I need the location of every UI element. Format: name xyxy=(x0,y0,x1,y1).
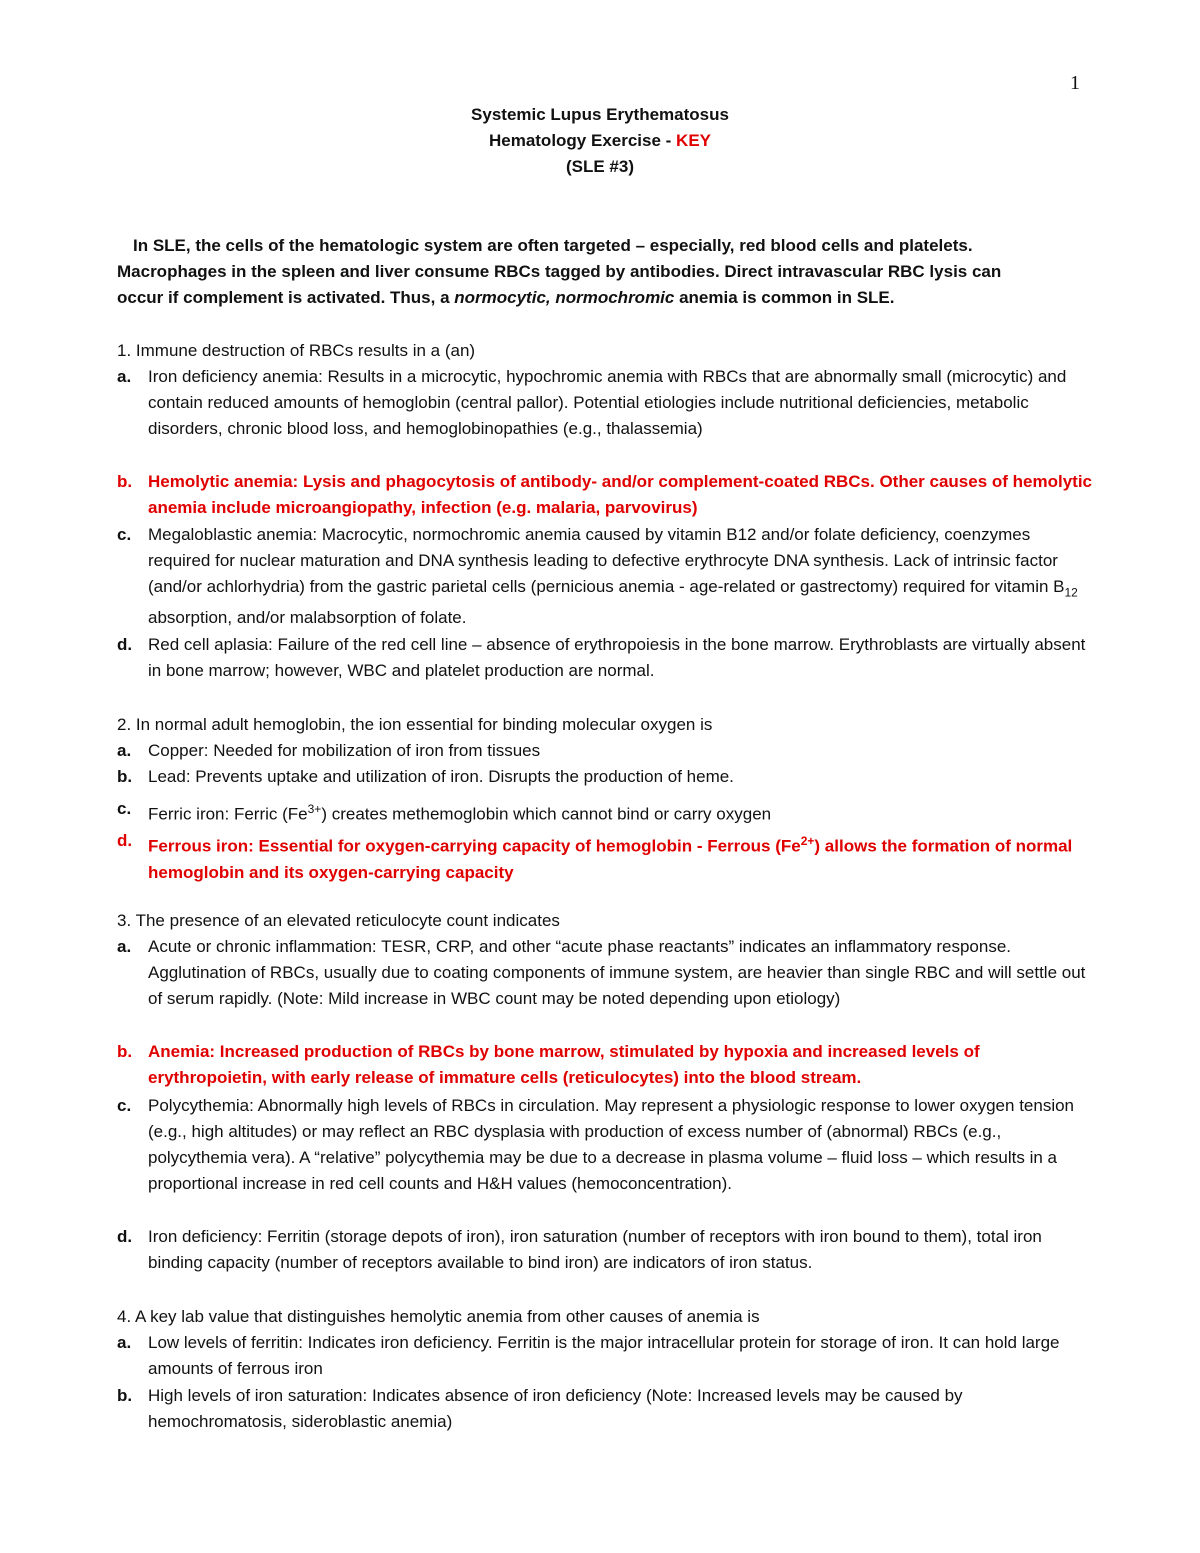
question-2-stem: 2. In normal adult hemoglobin, the ion essential for binding molecular oxygen is xyxy=(117,715,713,734)
q3-option-a xyxy=(117,934,1097,1012)
option-letter: c. xyxy=(117,525,132,544)
question-3-stem: 3. The presence of an elevated reticulocyte count indicates xyxy=(117,911,560,930)
doc-title: Systemic Lupus Erythematosus xyxy=(471,105,729,124)
q2-option-d-answer xyxy=(117,828,1097,886)
intro-paragraph xyxy=(117,233,1097,259)
q1-option-c xyxy=(117,522,1097,631)
option-text: Acute or chronic inflammation: TESR, CRP, and other “acute phase reactants” indicates an inflammatory response. Agglutination of RBCs, usually due to coating components of immune system, are heavier than single RBC and will settle out of serum rapidly. (Note: Mild increase in WBC count may be noted depending upon etiology) xyxy=(148,937,1086,1008)
superscript: 2+ xyxy=(800,834,815,848)
option-text: Polycythemia: Abnormally high levels of RBCs in circulation. May represent a physiologic response to lower oxygen tension (e.g., high altitudes) or may reflect an RBC dysplasia with production of excess number of (abnormal) RBCs (e.g., polycythemia vera). A “relative” polycythemia may be due to a decrease in plasma volume – fluid loss – which results in a proportional increase in red cell counts and H&H values (hemoconcentration). xyxy=(148,1096,1075,1193)
q3-option-c xyxy=(117,1093,1097,1197)
q1-option-b-answer xyxy=(117,469,1097,521)
option-text: Red cell aplasia: Failure of the red cell line – absence of erythropoiesis in the bone marrow. Erythroblasts are virtually absent in bone marrow; however, WBC and platelet production are normal. xyxy=(148,635,1086,680)
option-text: Ferric iron: Ferric $(Fe^{3+})$ creates methemoglobin which cannot bind or carry oxygen xyxy=(148,802,772,824)
intro-line-2: Macrophages in the spleen and liver consume RBCs tagged by antibodies. Direct intravascular RBC lysis can xyxy=(117,262,1002,281)
question-1-stem: 1. Immune destruction of RBCs results in a (an) xyxy=(117,341,476,360)
q3-option-d xyxy=(117,1224,1097,1276)
option-letter: b. xyxy=(117,1042,133,1061)
q2-option-a xyxy=(117,738,1097,764)
option-text: Copper: Needed for mobilization of iron from tissues xyxy=(148,741,541,760)
option-text: Low levels of ferritin: Indicates iron deficiency. Ferritin is the major intracellular protein for storage of iron. It can hold large amounts of ferrous iron xyxy=(148,1333,1060,1378)
page-number: 1 xyxy=(1070,72,1080,94)
intro-line-3 xyxy=(117,285,1097,311)
option-letter: a. xyxy=(117,741,132,760)
q4-option-b xyxy=(117,1383,1097,1435)
option-letter: b. xyxy=(117,472,133,491)
superscript: 3+ xyxy=(307,802,322,816)
option-letter: a. xyxy=(117,367,132,386)
subscript: 12 xyxy=(1064,585,1078,600)
intro-text: occur if complement is activated. Thus, a xyxy=(117,288,455,307)
intro-text-end: anemia is common in SLE. xyxy=(674,288,895,307)
option-letter: c. xyxy=(117,1096,132,1115)
option-text: Lead: Prevents uptake and utilization of iron. Disrupts the production of heme. xyxy=(148,767,734,786)
q4-option-a xyxy=(117,1330,1097,1382)
option-text: Megaloblastic anemia: Macrocytic, normochromic anemia caused by vitamin B12 and/or folate deficiency, coenzymes required for nuclear maturation and DNA synthesis leading to defective erythrocyte DNA synthesis. Lack of intrinsic factor (and/or achlorhydria) from the gastric parietal cells (pernicious anemia - age-related or gastrectomy) required for vitamin $B_{12}$ absorption, and/or malabsorption of folate. xyxy=(148,525,1078,628)
option-letter: a. xyxy=(117,937,132,956)
subtitle-text: Hematology Exercise - xyxy=(488,131,677,150)
option-text: Anemia: Increased production of RBCs by bone marrow, stimulated by hypoxia and increased levels of erythropoietin, with early release of immature cells (reticulocytes) into the blood stream. xyxy=(148,1042,980,1087)
q1-option-a xyxy=(117,364,1097,442)
doc-code: (SLE #3) xyxy=(565,157,635,176)
option-text: Hemolytic anemia: Lysis and phagocytosis of antibody- and/or complement-coated RBCs. Other causes of hemolytic anemia include microangiopathy, infection (e.g. malaria, parvovirus) xyxy=(148,472,1093,517)
option-letter: d. xyxy=(117,831,133,850)
option-text: Iron deficiency anemia: Results in a microcytic, hypochromic anemia with RBCs that are abnormally small (microcytic) and contain reduced amounts of hemoglobin (central pallor). Potential etiologies include nutritional deficiencies, metabolic disorders, chronic blood loss, and hemoglobinopathies (e.g., thalassemia) xyxy=(148,367,1067,438)
q1-option-d xyxy=(117,632,1097,684)
option-letter: c. xyxy=(117,799,132,818)
q3-option-b-answer xyxy=(117,1039,1097,1091)
option-text: Ferrous iron: Essential for oxygen-carrying capacity of hemoglobin - Ferrous $(Fe^{2+})$ allows the formation of normal hemoglobin and its oxygen-carrying capacity xyxy=(148,834,1073,882)
option-letter: d. xyxy=(117,635,133,654)
question-4-stem: 4. A key lab value that distinguishes hemolytic anemia from other causes of anemia is xyxy=(117,1307,760,1326)
key-label: KEY xyxy=(676,131,712,150)
option-letter: d. xyxy=(117,1227,133,1246)
option-text: High levels of iron saturation: Indicates absence of iron deficiency (Note: Increased levels may be caused by hemochromatosis, sideroblastic anemia) xyxy=(148,1386,963,1431)
option-letter: b. xyxy=(117,767,133,786)
option-letter: b. xyxy=(117,1386,133,1405)
intro-emphasis: normocytic, normochromic xyxy=(454,288,675,307)
option-text: Iron deficiency: Ferritin (storage depots of iron), iron saturation (number of receptors with iron bound to them), total iron binding capacity (number of receptors available to bind iron) are indicators of iron status. xyxy=(148,1227,1042,1272)
doc-subtitle xyxy=(0,131,1200,151)
intro-line-1: In SLE, the cells of the hematologic system are often targeted – especially, red blood cells and platelets. xyxy=(133,236,973,255)
q2-option-c xyxy=(117,796,1097,828)
q2-option-b xyxy=(117,764,1097,790)
option-letter: a. xyxy=(117,1333,132,1352)
